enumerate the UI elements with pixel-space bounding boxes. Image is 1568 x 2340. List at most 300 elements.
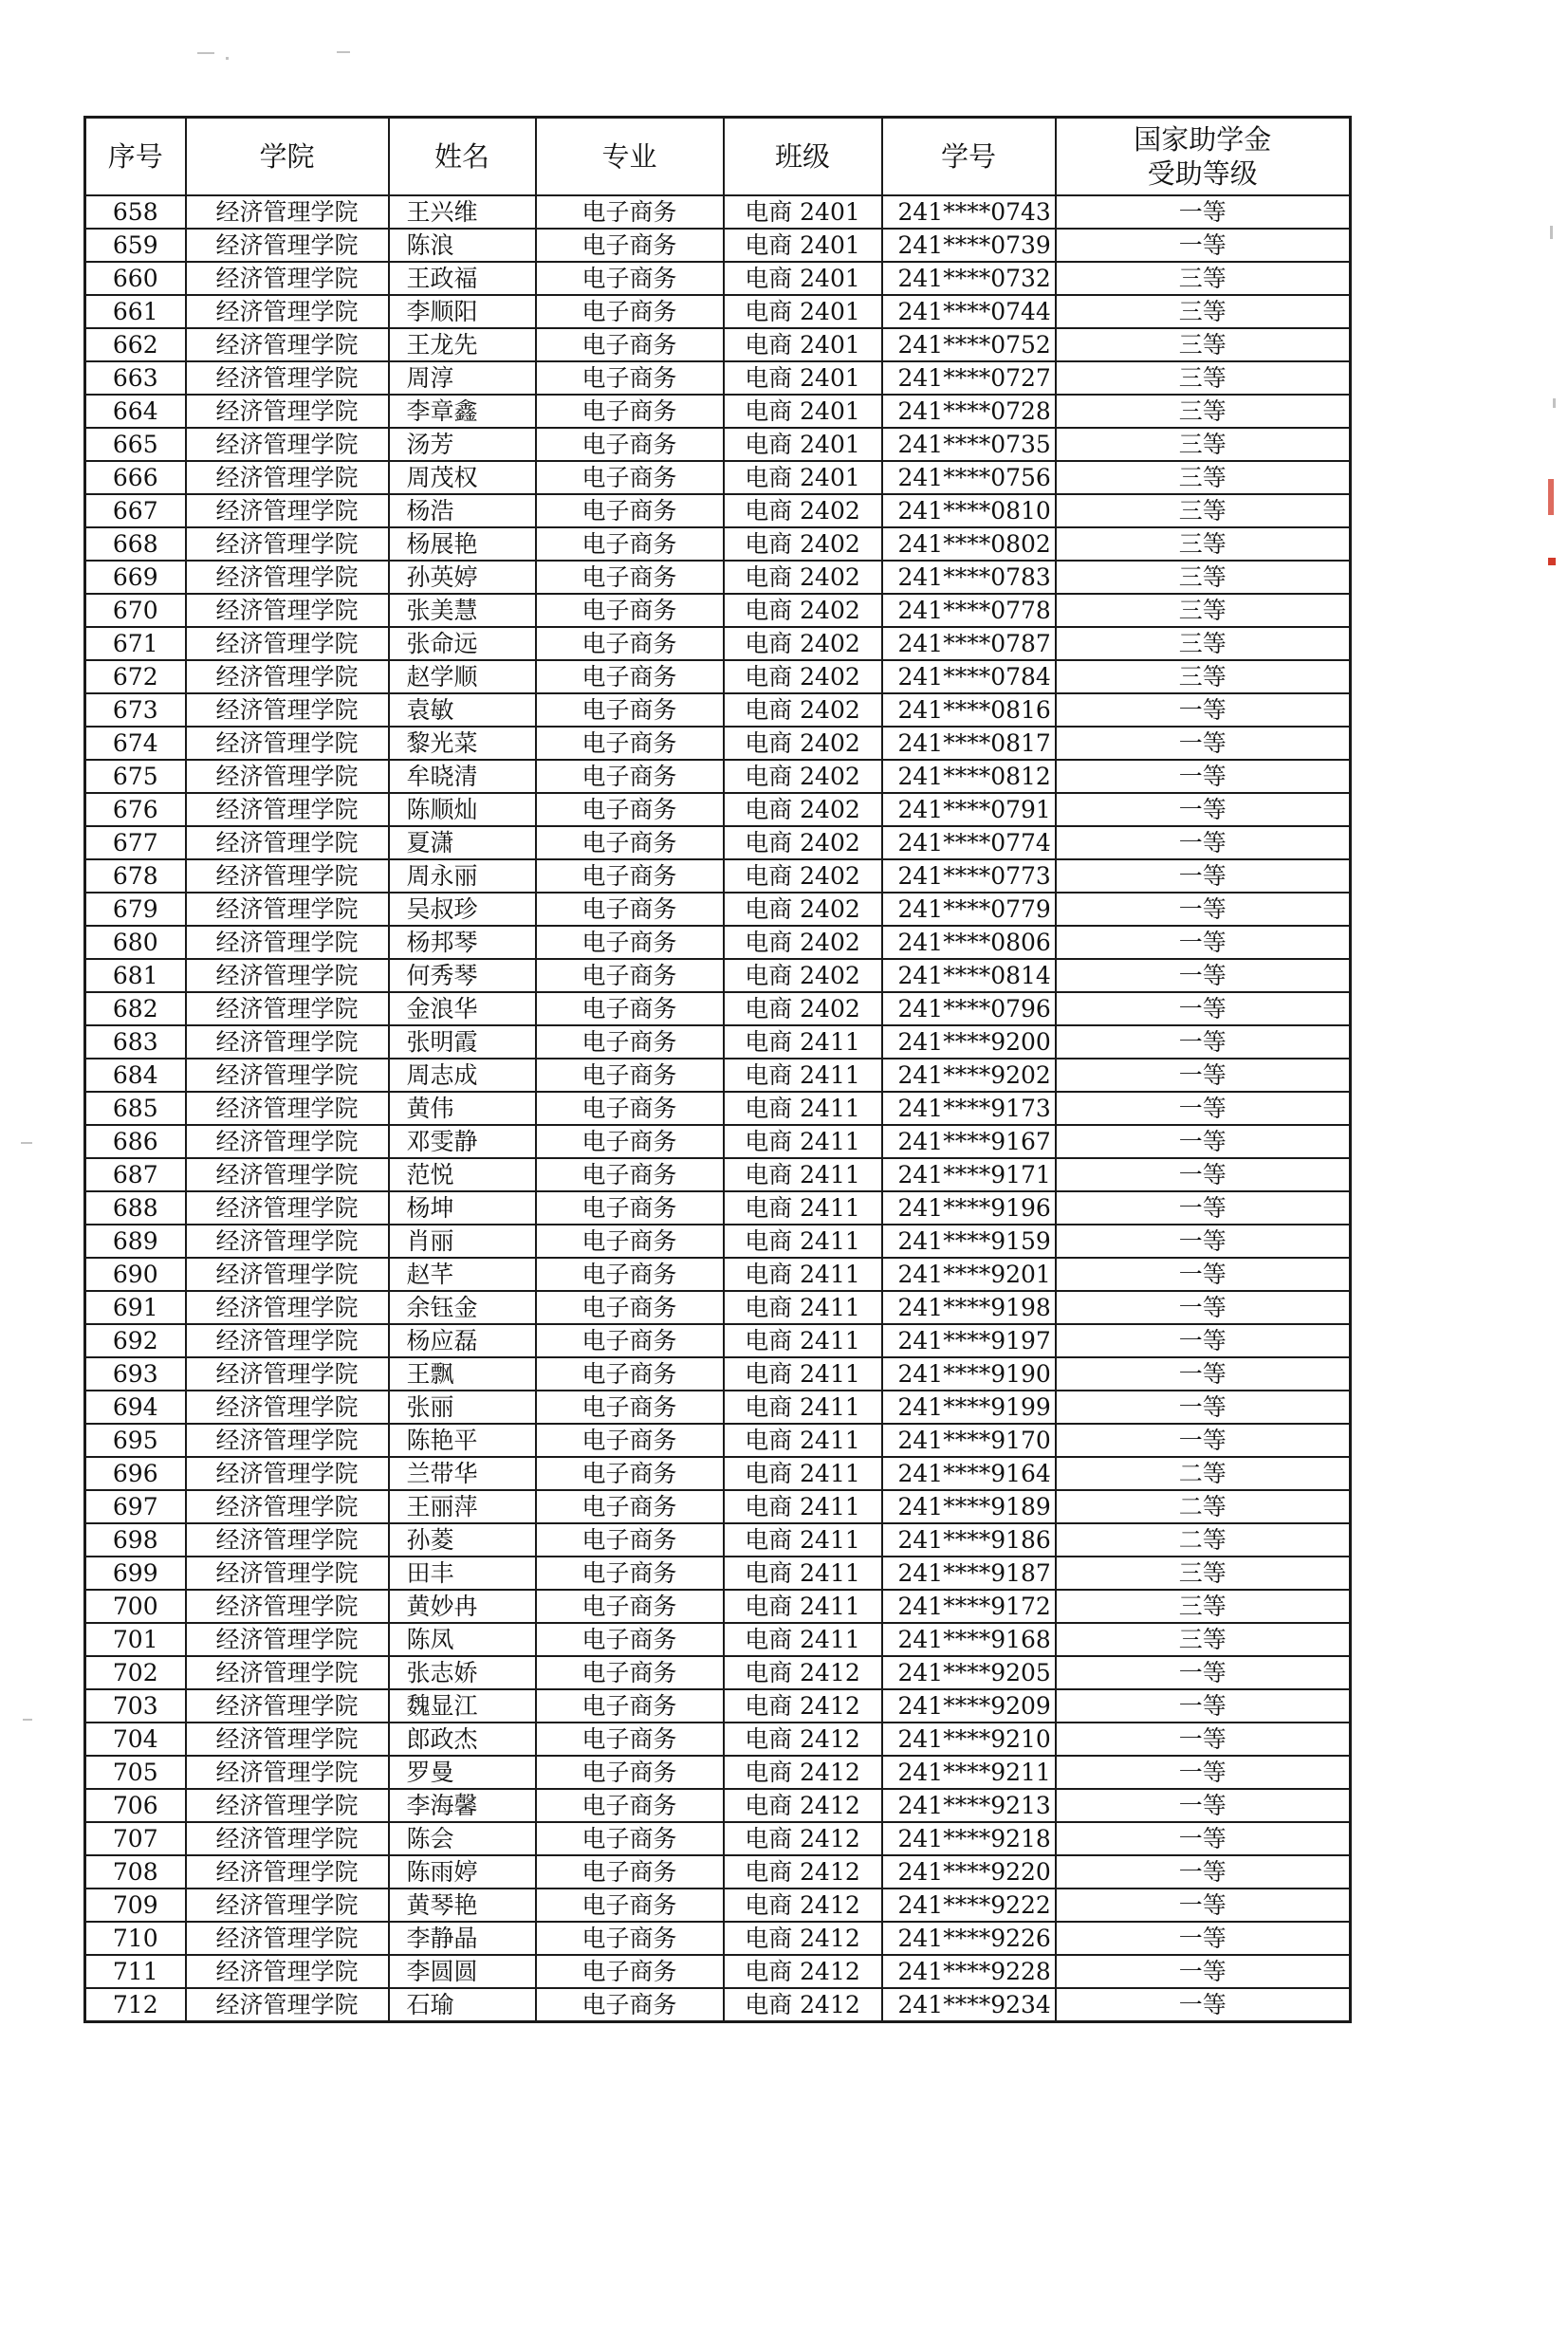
cell-name: 李顺阳 — [389, 295, 536, 328]
table-row — [85, 561, 1351, 594]
cell-name: 王政福 — [389, 262, 536, 295]
cell-grant-level: 三等 — [1056, 1590, 1351, 1623]
cell-name: 夏潇 — [389, 826, 536, 859]
cell-class: 电商 2411 — [724, 1324, 882, 1357]
cell-grant-level: 一等 — [1056, 992, 1351, 1025]
cell-major: 电子商务 — [536, 1955, 724, 1988]
cell-seq: 688 — [85, 1191, 186, 1225]
cell-college: 经济管理学院 — [186, 1191, 389, 1225]
table-row — [85, 760, 1351, 793]
cell-seq: 690 — [85, 1258, 186, 1291]
cell-seq: 671 — [85, 627, 186, 660]
table-row — [85, 1523, 1351, 1557]
cell-major: 电子商务 — [536, 1457, 724, 1490]
cell-seq: 711 — [85, 1955, 186, 1988]
cell-college: 经济管理学院 — [186, 627, 389, 660]
table-row — [85, 229, 1351, 262]
cell-class: 电商 2402 — [724, 660, 882, 693]
cell-college: 经济管理学院 — [186, 1457, 389, 1490]
cell-student-id: 241****9172 — [882, 1590, 1056, 1623]
cell-major: 电子商务 — [536, 1723, 724, 1756]
cell-student-id: 241****9164 — [882, 1457, 1056, 1490]
cell-college: 经济管理学院 — [186, 1922, 389, 1955]
cell-student-id: 241****0739 — [882, 229, 1056, 262]
cell-grant-level: 一等 — [1056, 1723, 1351, 1756]
cell-major: 电子商务 — [536, 561, 724, 594]
cell-grant-level: 一等 — [1056, 195, 1351, 229]
cell-major: 电子商务 — [536, 195, 724, 229]
cell-student-id: 241****9218 — [882, 1822, 1056, 1855]
cell-student-id: 241****9202 — [882, 1059, 1056, 1092]
cell-class: 电商 2412 — [724, 1656, 882, 1689]
cell-student-id: 241****9205 — [882, 1656, 1056, 1689]
cell-class: 电商 2401 — [724, 428, 882, 461]
cell-class: 电商 2411 — [724, 1258, 882, 1291]
cell-name: 王龙先 — [389, 328, 536, 361]
red-stamp-edge — [1548, 479, 1554, 515]
header-class: 班级 — [724, 118, 882, 196]
cell-class: 电商 2412 — [724, 1955, 882, 1988]
cell-class: 电商 2401 — [724, 361, 882, 395]
cell-class: 电商 2402 — [724, 760, 882, 793]
cell-college: 经济管理学院 — [186, 959, 389, 992]
cell-seq: 667 — [85, 494, 186, 527]
cell-class: 电商 2411 — [724, 1125, 882, 1158]
cell-college: 经济管理学院 — [186, 1889, 389, 1922]
cell-college: 经济管理学院 — [186, 262, 389, 295]
cell-class: 电商 2411 — [724, 1225, 882, 1258]
cell-major: 电子商务 — [536, 1855, 724, 1889]
cell-seq: 694 — [85, 1391, 186, 1424]
cell-major: 电子商务 — [536, 395, 724, 428]
cell-student-id: 241****9226 — [882, 1922, 1056, 1955]
table-row — [85, 1922, 1351, 1955]
cell-name: 石瑜 — [389, 1988, 536, 2022]
table-header — [85, 118, 1351, 196]
table-row — [85, 428, 1351, 461]
cell-student-id: 241****9186 — [882, 1523, 1056, 1557]
cell-student-id: 241****0779 — [882, 893, 1056, 926]
cell-college: 经济管理学院 — [186, 1092, 389, 1125]
cell-major: 电子商务 — [536, 926, 724, 959]
cell-college: 经济管理学院 — [186, 859, 389, 893]
cell-college: 经济管理学院 — [186, 1855, 389, 1889]
header-seq: 序号 — [85, 118, 186, 196]
cell-grant-level: 一等 — [1056, 1988, 1351, 2022]
table-row — [85, 1357, 1351, 1391]
cell-seq: 659 — [85, 229, 186, 262]
cell-student-id: 241****0732 — [882, 262, 1056, 295]
cell-student-id: 241****0735 — [882, 428, 1056, 461]
cell-grant-level: 一等 — [1056, 1324, 1351, 1357]
cell-student-id: 241****0727 — [882, 361, 1056, 395]
cell-name: 范悦 — [389, 1158, 536, 1191]
cell-name: 王兴维 — [389, 195, 536, 229]
cell-college: 经济管理学院 — [186, 395, 389, 428]
cell-class: 电商 2411 — [724, 1191, 882, 1225]
cell-seq: 658 — [85, 195, 186, 229]
cell-seq: 661 — [85, 295, 186, 328]
cell-seq: 699 — [85, 1557, 186, 1590]
table-row — [85, 1689, 1351, 1723]
cell-grant-level: 三等 — [1056, 461, 1351, 494]
cell-class: 电商 2401 — [724, 195, 882, 229]
table-row — [85, 1125, 1351, 1158]
cell-name: 田丰 — [389, 1557, 536, 1590]
table-row — [85, 1889, 1351, 1922]
cell-class: 电商 2411 — [724, 1092, 882, 1125]
cell-grant-level: 三等 — [1056, 1623, 1351, 1656]
cell-class: 电商 2401 — [724, 262, 882, 295]
table-body — [85, 195, 1351, 2022]
cell-name: 赵学顺 — [389, 660, 536, 693]
cell-major: 电子商务 — [536, 727, 724, 760]
cell-college: 经济管理学院 — [186, 1490, 389, 1523]
cell-student-id: 241****9228 — [882, 1955, 1056, 1988]
cell-major: 电子商务 — [536, 1125, 724, 1158]
cell-grant-level: 一等 — [1056, 1059, 1351, 1092]
cell-college: 经济管理学院 — [186, 660, 389, 693]
cell-major: 电子商务 — [536, 361, 724, 395]
cell-seq: 662 — [85, 328, 186, 361]
cell-class: 电商 2402 — [724, 793, 882, 826]
cell-major: 电子商务 — [536, 1656, 724, 1689]
cell-class: 电商 2411 — [724, 1391, 882, 1424]
cell-seq: 677 — [85, 826, 186, 859]
cell-major: 电子商务 — [536, 328, 724, 361]
cell-major: 电子商务 — [536, 660, 724, 693]
cell-seq: 687 — [85, 1158, 186, 1191]
table-row — [85, 1656, 1351, 1689]
table-row — [85, 627, 1351, 660]
cell-grant-level: 一等 — [1056, 1125, 1351, 1158]
cell-grant-level: 三等 — [1056, 328, 1351, 361]
table-row — [85, 1623, 1351, 1656]
cell-student-id: 241****0728 — [882, 395, 1056, 428]
cell-class: 电商 2412 — [724, 1723, 882, 1756]
cell-student-id: 241****9220 — [882, 1855, 1056, 1889]
scan-mark — [226, 57, 229, 60]
cell-name: 赵芊 — [389, 1258, 536, 1291]
table-row — [85, 893, 1351, 926]
cell-major: 电子商务 — [536, 1025, 724, 1059]
cell-seq: 685 — [85, 1092, 186, 1125]
table-row — [85, 693, 1351, 727]
cell-seq: 702 — [85, 1656, 186, 1689]
cell-seq: 676 — [85, 793, 186, 826]
table-row — [85, 461, 1351, 494]
cell-seq: 693 — [85, 1357, 186, 1391]
cell-grant-level: 三等 — [1056, 428, 1351, 461]
cell-grant-level: 三等 — [1056, 627, 1351, 660]
cell-class: 电商 2411 — [724, 1424, 882, 1457]
cell-grant-level: 一等 — [1056, 1391, 1351, 1424]
cell-major: 电子商务 — [536, 1557, 724, 1590]
table-row — [85, 1391, 1351, 1424]
cell-seq: 689 — [85, 1225, 186, 1258]
cell-name: 杨邦琴 — [389, 926, 536, 959]
header-grant-level-line2: 受助等级 — [1147, 157, 1258, 190]
cell-college: 经济管理学院 — [186, 1424, 389, 1457]
cell-class: 电商 2402 — [724, 693, 882, 727]
cell-grant-level: 二等 — [1056, 1490, 1351, 1523]
cell-class: 电商 2411 — [724, 1158, 882, 1191]
cell-grant-level: 一等 — [1056, 693, 1351, 727]
cell-name: 黄妙冉 — [389, 1590, 536, 1623]
cell-college: 经济管理学院 — [186, 1158, 389, 1191]
cell-student-id: 241****9170 — [882, 1424, 1056, 1457]
cell-seq: 697 — [85, 1490, 186, 1523]
cell-grant-level: 一等 — [1056, 1424, 1351, 1457]
table-row — [85, 1557, 1351, 1590]
cell-name: 孙菱 — [389, 1523, 536, 1557]
scan-mark — [21, 1142, 32, 1144]
cell-name: 李海馨 — [389, 1789, 536, 1822]
cell-class: 电商 2401 — [724, 461, 882, 494]
cell-major: 电子商务 — [536, 1490, 724, 1523]
cell-seq: 673 — [85, 693, 186, 727]
cell-name: 杨坤 — [389, 1191, 536, 1225]
cell-class: 电商 2411 — [724, 1590, 882, 1623]
cell-class: 电商 2411 — [724, 1059, 882, 1092]
cell-college: 经济管理学院 — [186, 1955, 389, 1988]
cell-grant-level: 一等 — [1056, 1756, 1351, 1789]
cell-seq: 696 — [85, 1457, 186, 1490]
cell-name: 罗曼 — [389, 1756, 536, 1789]
cell-name: 王飘 — [389, 1357, 536, 1391]
table-row — [85, 660, 1351, 693]
cell-seq: 700 — [85, 1590, 186, 1623]
cell-seq: 681 — [85, 959, 186, 992]
table-row — [85, 1291, 1351, 1324]
cell-college: 经济管理学院 — [186, 1988, 389, 2022]
cell-seq: 672 — [85, 660, 186, 693]
cell-student-id: 241****0802 — [882, 527, 1056, 561]
cell-seq: 707 — [85, 1822, 186, 1855]
cell-student-id: 241****0783 — [882, 561, 1056, 594]
cell-grant-level: 一等 — [1056, 1258, 1351, 1291]
cell-student-id: 241****0787 — [882, 627, 1056, 660]
cell-seq: 691 — [85, 1291, 186, 1324]
cell-seq: 692 — [85, 1324, 186, 1357]
table-row — [85, 826, 1351, 859]
scan-mark — [23, 1719, 32, 1721]
table-row — [85, 594, 1351, 627]
cell-grant-level: 一等 — [1056, 859, 1351, 893]
cell-name: 袁敏 — [389, 693, 536, 727]
cell-student-id: 241****9210 — [882, 1723, 1056, 1756]
cell-class: 电商 2412 — [724, 1889, 882, 1922]
cell-class: 电商 2402 — [724, 494, 882, 527]
cell-major: 电子商务 — [536, 826, 724, 859]
cell-class: 电商 2402 — [724, 926, 882, 959]
cell-class: 电商 2401 — [724, 229, 882, 262]
cell-name: 邓雯静 — [389, 1125, 536, 1158]
table-row — [85, 1789, 1351, 1822]
cell-seq: 675 — [85, 760, 186, 793]
cell-class: 电商 2412 — [724, 1756, 882, 1789]
cell-student-id: 241****9173 — [882, 1092, 1056, 1125]
table-row — [85, 1855, 1351, 1889]
cell-name: 黎光菜 — [389, 727, 536, 760]
cell-college: 经济管理学院 — [186, 727, 389, 760]
cell-student-id: 241****9190 — [882, 1357, 1056, 1391]
table-row — [85, 926, 1351, 959]
cell-college: 经济管理学院 — [186, 328, 389, 361]
cell-grant-level: 一等 — [1056, 1889, 1351, 1922]
cell-student-id: 241****0784 — [882, 660, 1056, 693]
cell-name: 张丽 — [389, 1391, 536, 1424]
cell-seq: 666 — [85, 461, 186, 494]
cell-major: 电子商务 — [536, 1988, 724, 2022]
cell-college: 经济管理学院 — [186, 428, 389, 461]
cell-grant-level: 一等 — [1056, 1922, 1351, 1955]
cell-college: 经济管理学院 — [186, 760, 389, 793]
table-row — [85, 361, 1351, 395]
cell-seq: 674 — [85, 727, 186, 760]
header-grant-level-line1: 国家助学金 — [1134, 123, 1272, 156]
cell-name: 王丽萍 — [389, 1490, 536, 1523]
cell-student-id: 241****9159 — [882, 1225, 1056, 1258]
cell-student-id: 241****0814 — [882, 959, 1056, 992]
table-row — [85, 1424, 1351, 1457]
cell-grant-level: 一等 — [1056, 826, 1351, 859]
cell-grant-level: 一等 — [1056, 793, 1351, 826]
cell-college: 经济管理学院 — [186, 527, 389, 561]
cell-seq: 665 — [85, 428, 186, 461]
cell-name: 余钰金 — [389, 1291, 536, 1324]
cell-student-id: 241****0812 — [882, 760, 1056, 793]
cell-student-id: 241****9199 — [882, 1391, 1056, 1424]
cell-seq: 664 — [85, 395, 186, 428]
cell-grant-level: 一等 — [1056, 1789, 1351, 1822]
cell-college: 经济管理学院 — [186, 1258, 389, 1291]
cell-college: 经济管理学院 — [186, 1822, 389, 1855]
cell-student-id: 241****9213 — [882, 1789, 1056, 1822]
header-row — [85, 118, 1351, 196]
cell-grant-level: 三等 — [1056, 295, 1351, 328]
cell-student-id: 241****0796 — [882, 992, 1056, 1025]
cell-major: 电子商务 — [536, 693, 724, 727]
scan-mark — [197, 52, 214, 54]
cell-seq: 704 — [85, 1723, 186, 1756]
cell-grant-level: 一等 — [1056, 229, 1351, 262]
cell-grant-level: 一等 — [1056, 1025, 1351, 1059]
cell-grant-level: 三等 — [1056, 1557, 1351, 1590]
cell-name: 陈浪 — [389, 229, 536, 262]
cell-class: 电商 2411 — [724, 1523, 882, 1557]
cell-seq: 670 — [85, 594, 186, 627]
cell-name: 张美慧 — [389, 594, 536, 627]
cell-class: 电商 2402 — [724, 859, 882, 893]
cell-student-id: 241****0756 — [882, 461, 1056, 494]
cell-major: 电子商务 — [536, 859, 724, 893]
cell-student-id: 241****0817 — [882, 727, 1056, 760]
cell-major: 电子商务 — [536, 760, 724, 793]
cell-name: 张明霞 — [389, 1025, 536, 1059]
cell-student-id: 241****9168 — [882, 1623, 1056, 1656]
cell-student-id: 241****0791 — [882, 793, 1056, 826]
cell-college: 经济管理学院 — [186, 693, 389, 727]
cell-name: 黄伟 — [389, 1092, 536, 1125]
cell-student-id: 241****0774 — [882, 826, 1056, 859]
cell-seq: 709 — [85, 1889, 186, 1922]
cell-class: 电商 2402 — [724, 992, 882, 1025]
cell-name: 黄琴艳 — [389, 1889, 536, 1922]
table-row — [85, 1258, 1351, 1291]
grant-roster-table — [83, 116, 1352, 2023]
cell-college: 经济管理学院 — [186, 1324, 389, 1357]
cell-major: 电子商务 — [536, 1922, 724, 1955]
cell-seq: 705 — [85, 1756, 186, 1789]
cell-class: 电商 2411 — [724, 1490, 882, 1523]
cell-seq: 660 — [85, 262, 186, 295]
table-row — [85, 793, 1351, 826]
header-grant-level — [1056, 118, 1351, 196]
header-name: 姓名 — [389, 118, 536, 196]
cell-class: 电商 2402 — [724, 959, 882, 992]
cell-name: 金浪华 — [389, 992, 536, 1025]
cell-name: 杨应磊 — [389, 1324, 536, 1357]
cell-name: 周永丽 — [389, 859, 536, 893]
cell-seq: 669 — [85, 561, 186, 594]
header-major: 专业 — [536, 118, 724, 196]
cell-grant-level: 一等 — [1056, 959, 1351, 992]
cell-name: 陈凤 — [389, 1623, 536, 1656]
cell-student-id: 241****0773 — [882, 859, 1056, 893]
cell-student-id: 241****9171 — [882, 1158, 1056, 1191]
cell-seq: 668 — [85, 527, 186, 561]
cell-class: 电商 2412 — [724, 1822, 882, 1855]
cell-student-id: 241****0744 — [882, 295, 1056, 328]
cell-class: 电商 2411 — [724, 1025, 882, 1059]
cell-college: 经济管理学院 — [186, 594, 389, 627]
cell-college: 经济管理学院 — [186, 926, 389, 959]
cell-name: 兰带华 — [389, 1457, 536, 1490]
cell-seq: 680 — [85, 926, 186, 959]
cell-student-id: 241****0816 — [882, 693, 1056, 727]
cell-grant-level: 一等 — [1056, 1822, 1351, 1855]
cell-name: 周志成 — [389, 1059, 536, 1092]
cell-college: 经济管理学院 — [186, 1623, 389, 1656]
cell-grant-level: 三等 — [1056, 361, 1351, 395]
cell-grant-level: 三等 — [1056, 561, 1351, 594]
cell-class: 电商 2412 — [724, 1855, 882, 1889]
cell-grant-level: 二等 — [1056, 1523, 1351, 1557]
cell-major: 电子商务 — [536, 1291, 724, 1324]
cell-seq: 682 — [85, 992, 186, 1025]
table-row — [85, 1822, 1351, 1855]
cell-college: 经济管理学院 — [186, 229, 389, 262]
cell-major: 电子商务 — [536, 295, 724, 328]
cell-grant-level: 一等 — [1056, 1689, 1351, 1723]
cell-name: 李章鑫 — [389, 395, 536, 428]
cell-class: 电商 2402 — [724, 727, 882, 760]
cell-major: 电子商务 — [536, 793, 724, 826]
cell-class: 电商 2402 — [724, 826, 882, 859]
table-row — [85, 1490, 1351, 1523]
cell-seq: 703 — [85, 1689, 186, 1723]
cell-seq: 663 — [85, 361, 186, 395]
cell-major: 电子商务 — [536, 1822, 724, 1855]
cell-seq: 686 — [85, 1125, 186, 1158]
cell-name: 陈艳平 — [389, 1424, 536, 1457]
cell-student-id: 241****9189 — [882, 1490, 1056, 1523]
cell-major: 电子商务 — [536, 1191, 724, 1225]
cell-major: 电子商务 — [536, 229, 724, 262]
table-row — [85, 992, 1351, 1025]
cell-college: 经济管理学院 — [186, 1789, 389, 1822]
